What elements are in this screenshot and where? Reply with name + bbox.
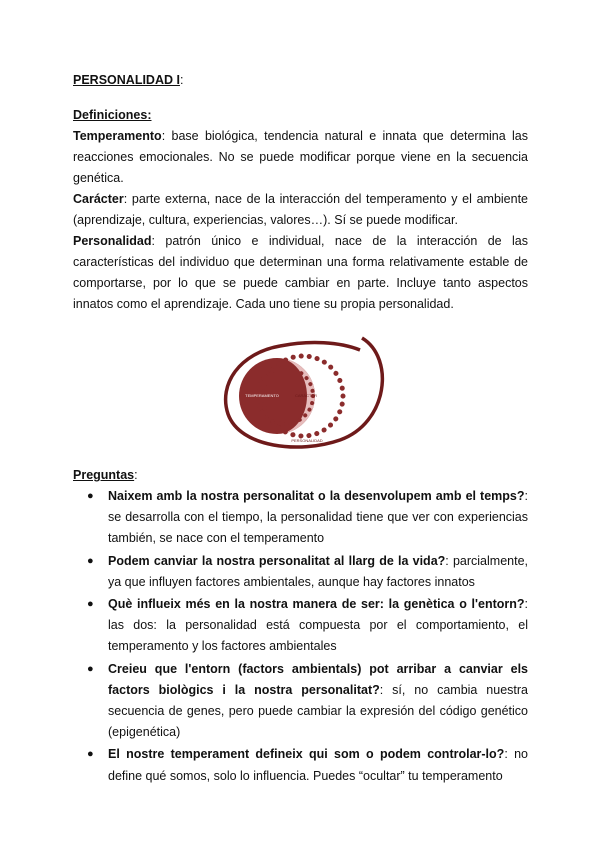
definition-caracter [73, 189, 528, 231]
question-text: Podem canviar la nostra personalitat al llarg de la vida? [108, 553, 446, 568]
bullet-icon: ● [87, 748, 94, 761]
question-text: Creieu que l'entorn (factors ambientals) pot arribar a canviar els factors biològics i la nostra personalitat? [108, 661, 528, 697]
definition-text: : patrón único e individual, nace de la interacción de las características del individuo que determinan una forma relativamente estable de comportarse, por lo que se puede cambiar en parte. Incluye tanto aspectos innatos como el aprendizaje. Cada uno tiene su propia personalidad. [73, 234, 528, 311]
definition-term: Temperamento [73, 129, 162, 143]
personality-label: PERSONALIDAD [291, 438, 323, 443]
question-text: Naixem amb la nostra personalitat o la desenvolupem amb el temps? [108, 489, 525, 503]
page-title-suffix: : [179, 73, 184, 87]
list-item [86, 551, 528, 593]
definition-term: Personalidad [73, 234, 152, 248]
character-label: CARÁCTER [294, 393, 318, 398]
personality-diagram [220, 328, 400, 453]
bullet-icon: ● [87, 554, 94, 567]
definitions-heading: Definiciones: [73, 108, 152, 122]
list-item [86, 744, 528, 786]
answer-text: : no define qué somos, solo lo influencia. Puedes “ocultar” tu temperamento [108, 747, 528, 783]
list-item [86, 486, 528, 550]
questions-heading: Preguntas: [73, 468, 138, 482]
answer-text: : se desarrolla con el tiempo, la personalidad tiene que ver con experiencias también, se nace con el temperamento [108, 489, 528, 546]
bullet-icon: ● [87, 662, 94, 675]
definition-term: Carácter [73, 192, 124, 206]
answer-text: : las dos: la personalidad está compuesta por el comportamiento, el temperamento y los factores ambientales [108, 597, 528, 654]
page-title-text: PERSONALIDAD I [73, 73, 180, 87]
question-text: Què influeix més en la nostra manera de ser: la genètica o l'entorn? [108, 597, 525, 612]
definition-personalidad [73, 231, 528, 315]
definition-text: : base biológica, tendencia natural e innata que determina las reacciones emocionales. No se puede modificar porque viene en la secuencia genética. [73, 129, 528, 185]
question-text: El nostre temperament defineix qui som o podem controlar-lo? [108, 747, 505, 762]
questions-list [86, 486, 528, 788]
temperament-label: TEMPERAMENTO [245, 393, 279, 398]
page-title [73, 73, 183, 87]
bullet-icon: ● [87, 598, 94, 611]
bullet-icon: ● [87, 490, 94, 502]
definition-temperamento [73, 126, 528, 189]
list-item [86, 659, 528, 744]
answer-text: : parcialmente, ya que influyen factores ambientales, aunque hay factores innatos [108, 553, 528, 589]
definition-text: : parte externa, nace de la interacción del temperamento y el ambiente (aprendizaje, cultura, experiencias, valores…). Sí se puede modificar. [73, 192, 528, 227]
answer-text: : sí, no cambia nuestra secuencia de genes, pero puede cambiar la expresión del código genético (epigenética) [108, 682, 529, 740]
list-item [86, 594, 528, 658]
